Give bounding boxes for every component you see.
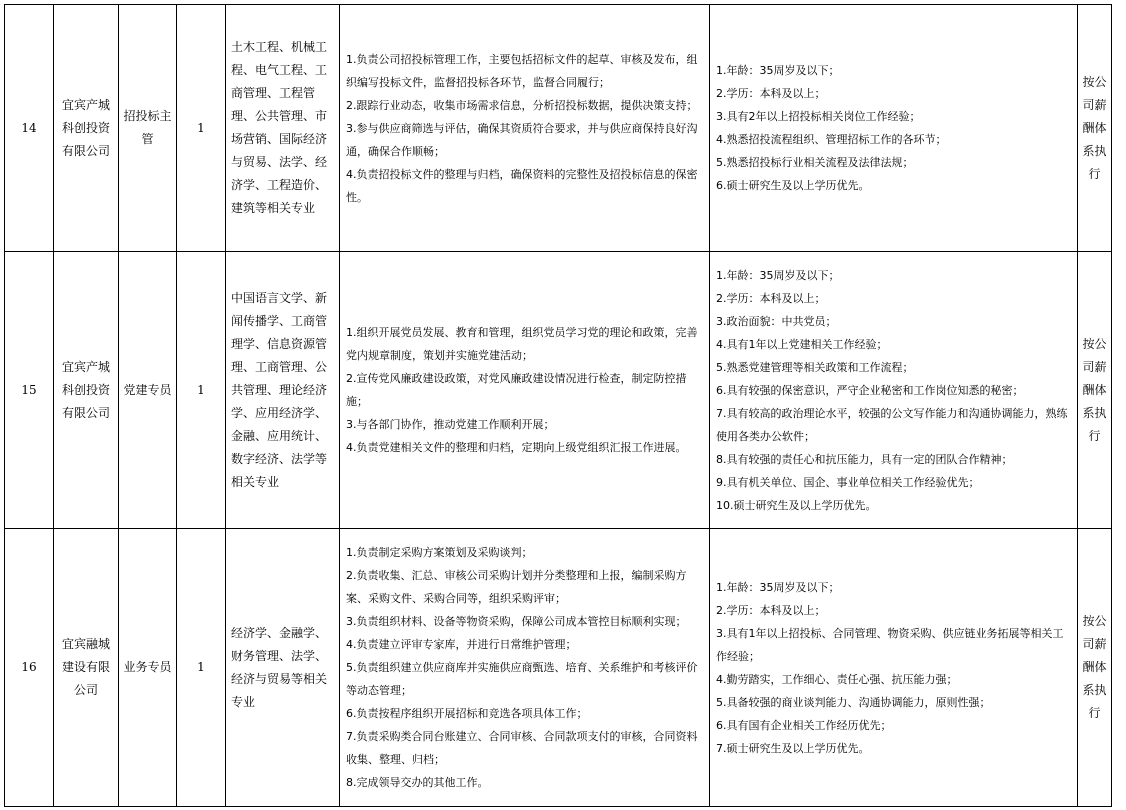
job-duties [340,529,710,807]
salary-note: 按公司薪酬体系执行 [1078,529,1112,807]
requirement-item: 7.具有较高的政治理论水平，较强的公文写作能力和沟通协调能力，熟练使用各类办公软件； [716,406,1068,443]
requirement-item: 5.熟悉党建管理等相关政策和工作流程； [716,360,914,374]
duty-item: 2.宣传党风廉政建设政策，对党风廉政建设情况进行检查，制定防控措施； [346,372,687,408]
requirement-item: 7.硕士研究生及以上学历优先。 [716,741,870,755]
recruitment-table [4,4,1112,807]
duty-item: 3.与各部门协作，推动党建工作顺利开展； [346,418,555,431]
requirement-item: 8.具有较强的责任心和抗压能力，具有一定的团队合作精神； [716,452,1013,466]
requirement-item: 1.年龄：35周岁及以下； [716,268,840,282]
requirement-item: 6.具有国有企业相关工作经历优先； [716,718,892,732]
requirement-item: 3.具有1年以上招投标、合同管理、物资采购、供应链业务拓展等相关工作经验； [716,626,1064,663]
duty-item: 1.负责制定采购方案策划及采购谈判； [346,546,533,559]
job-requirements [710,529,1078,807]
position-title: 业务专员 [119,529,177,807]
hire-count: 1 [177,529,226,807]
salary-note: 按公司薪酬体系执行 [1078,252,1112,529]
requirement-item: 2.学历：本科及以上； [716,603,826,617]
job-requirements [710,5,1078,252]
requirement-item: 4.熟悉招投流程组织、管理招标工作的各环节； [716,133,947,146]
duty-item: 2.负责收集、汇总、审核公司采购计划并分类整理和上报，编制采购方案、采购文件、采购合同等，组织采购评审； [346,569,687,605]
requirement-item: 5.熟悉招投标行业相关流程及法律法规； [716,156,914,169]
duty-item: 2.跟踪行业动态，收集市场需求信息，分析招投标数据，提供决策支持； [346,98,698,112]
job-duties [340,5,710,252]
requirement-item: 9.具有机关单位、国企、事业单位相关工作经验优先； [716,475,980,489]
requirement-item: 2.学历：本科及以上； [716,291,826,305]
row-number: 15 [5,252,54,529]
requirement-item: 6.具有较强的保密意识，严守企业秘密和工作岗位知悉的秘密； [716,383,1024,397]
job-duties [340,252,710,529]
position-title: 党建专员 [119,252,177,529]
duty-item: 8.完成领导交办的其他工作。 [346,776,489,789]
duty-item: 5.负责组织建立供应商库并实施供应商甄选、培育、关系维护和考核评价等动态管理； [346,661,698,697]
requirement-item: 3.具有2年以上招投标相关岗位工作经验； [716,110,921,123]
requirement-item: 2.学历：本科及以上； [716,87,826,100]
duty-item: 4.负责党建相关文件的整理和归档，定期向上级党组织汇报工作进展。 [346,441,687,454]
duty-item: 4.负责建立评审专家库，并进行日常维护管理； [346,638,577,651]
job-requirements [710,252,1078,529]
requirement-item: 6.硕士研究生及以上学历优先。 [716,179,870,192]
table-row [5,5,1112,252]
requirement-item: 1.年龄：35周岁及以下； [716,64,840,77]
company-name: 宜宾产城科创投资有限公司 [54,252,119,529]
duty-item: 1.负责公司招投标管理工作，主要包括招标文件的起草、审核及发布，组织编写投标文件，监督招投标各环节，监督合同履行； [346,52,698,89]
duty-item: 7.负责采购类合同台账建立、合同审核、合同款项支付的审核，合同资料收集、整理、归档； [346,730,698,766]
company-name: 宜宾产城科创投资有限公司 [54,5,119,252]
major-requirements: 中国语言文学、新闻传播学、工商管理学、信息资源管理、工商管理、公共管理、理论经济学、应用经济学、金融、应用统计、数字经济、法学等相关专业 [226,252,340,529]
requirement-item: 3.政治面貌：中共党员； [716,314,837,328]
requirement-item: 1.年龄：35周岁及以下； [716,580,840,594]
table-row [5,252,1112,529]
duty-item: 1.组织开展党员发展、教育和管理，组织党员学习党的理论和政策，完善党内规章制度，策划并实施党建活动； [346,326,698,362]
requirement-item: 5.具备较强的商业谈判能力、沟通协调能力，原则性强； [716,695,991,709]
salary-note: 按公司薪酬体系执行 [1078,5,1112,252]
row-number: 16 [5,529,54,807]
requirement-item: 10.硕士研究生及以上学历优先。 [716,498,877,512]
hire-count: 1 [177,5,226,252]
table-row [5,529,1112,807]
duty-item: 3.参与供应商筛选与评估，确保其资质符合要求，并与供应商保持良好沟通，确保合作顺畅； [346,121,698,158]
hire-count: 1 [177,252,226,529]
row-number: 14 [5,5,54,252]
duty-item: 6.负责按程序组织开展招标和竞选各项具体工作； [346,707,588,720]
requirement-item: 4.具有1年以上党建相关工作经验； [716,337,888,351]
position-title: 招投标主管 [119,5,177,252]
duty-item: 4.负责招投标文件的整理与归档，确保资料的完整性及招投标信息的保密性。 [346,167,698,204]
company-name: 宜宾融城建设有限公司 [54,529,119,807]
requirement-item: 4.勤劳踏实，工作细心、责任心强、抗压能力强； [716,672,958,686]
major-requirements: 经济学、金融学、财务管理、法学、经济与贸易等相关专业 [226,529,340,807]
duty-item: 3.负责组织材料、设备等物资采购，保障公司成本管控目标顺利实现； [346,615,687,628]
major-requirements: 土木工程、机械工程、电气工程、工商管理、工程管理、公共管理、市场营销、国际经济与贸易、法学、经济学、工程造价、建筑等相关专业 [226,5,340,252]
